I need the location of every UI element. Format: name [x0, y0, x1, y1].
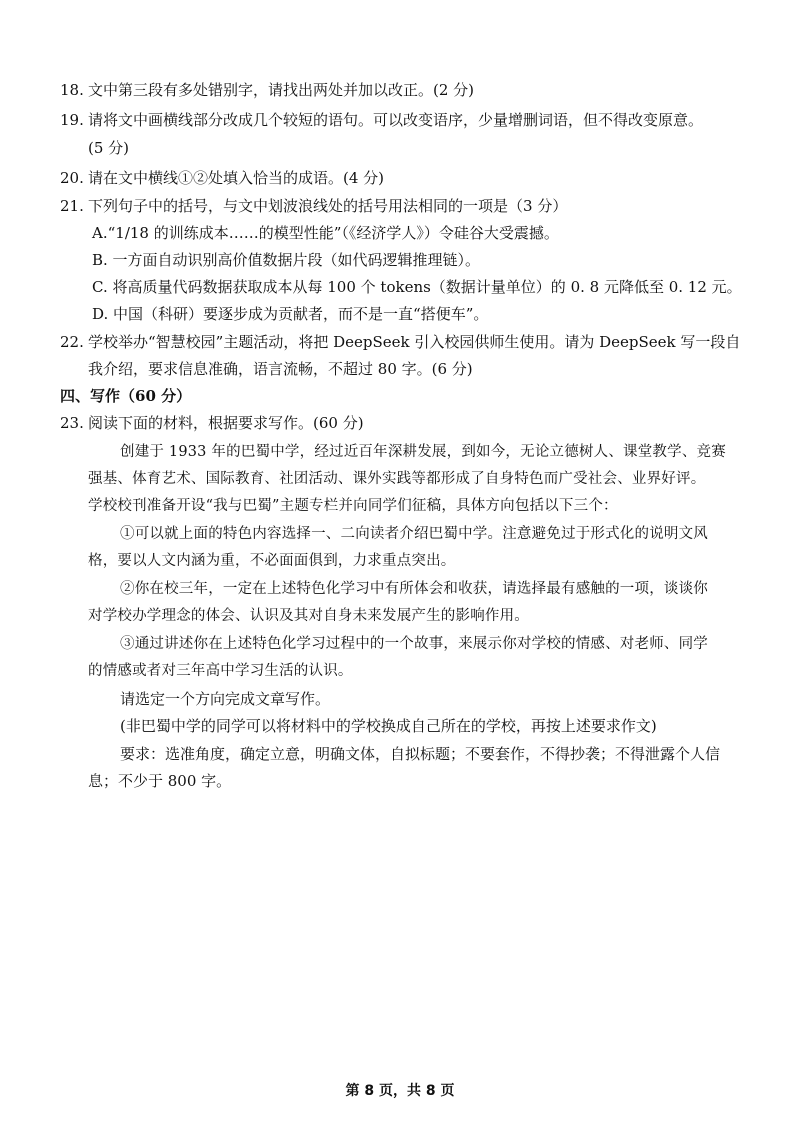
question-number: 18. [60, 81, 84, 99]
material-line: 创建于 1933 年的巴蜀中学，经过近百年深耕发展，到如今，无论立德树人、课堂教学、竞赛 [120, 444, 726, 460]
question-20 [60, 168, 384, 188]
question-23 [60, 413, 364, 433]
instruction-line: 请选定一个方向完成文章写作。 [120, 690, 331, 708]
instruction-line: 息；不少于 800 字。 [88, 772, 232, 790]
question-18 [60, 80, 474, 100]
material-line: ②你在校三年，一定在上述特色化学习中有所体会和收获，请选择最有感触的一项，谈谈你 [120, 581, 708, 597]
question-number: 21. [60, 197, 84, 215]
material-line: 的情感或者对三年高中学习生活的认识。 [88, 663, 353, 679]
question-19 [60, 110, 703, 130]
material-line: 格，要以人文内涵为重，不必面面俱到，力求重点突出。 [88, 553, 456, 569]
instruction-line: 要求：选准角度，确定立意，明确文体，自拟标题；不要套作，不得抄袭；不得泄露个人信 [120, 745, 721, 763]
question-text: 学校举办“智慧校园”主题活动，将把 DeepSeek 引入校园供师生使用。请为 DeepSeek 写一段自 [88, 333, 741, 351]
question-number: 23. [60, 414, 84, 432]
question-text: 下列句子中的括号，与文中划波浪线处的括号用法相同的一项是（3 分） [88, 197, 568, 215]
material-line: 强基、体育艺术、国际教育、社团活动、课外实践等都形成了自身特色而广受社会、业界好评。 [88, 471, 706, 487]
question-19-continued: (5 分) [88, 139, 130, 157]
option-a: A.“1/18 的训练成本……的模型性能”（《经济学人》）令硅谷大受震撼。 [92, 224, 559, 242]
question-22-continued: 我介绍，要求信息准确，语言流畅，不超过 80 字。(6 分) [88, 360, 473, 378]
question-number: 19. [60, 111, 84, 129]
material-line: 学校校刊准备开设“我与巴蜀”主题专栏并向同学们征稿，具体方向包括以下三个： [88, 498, 618, 514]
material-line: 对学校办学理念的体会、认识及其对自身未来发展产生的影响作用。 [88, 608, 529, 624]
question-number: 20. [60, 169, 84, 187]
question-text: 阅读下面的材料，根据要求写作。(60 分) [88, 414, 364, 432]
question-21 [60, 196, 567, 216]
instruction-line: (非巴蜀中学的同学可以将材料中的学校换成自己所在的学校，再按上述要求作文) [120, 717, 657, 735]
option-b: B. 一方面自动识别高价值数据片段（如代码逻辑推理链）。 [92, 251, 481, 269]
page-number: 第 8 页，共 8 页 [345, 1083, 455, 1099]
question-number: 22. [60, 333, 84, 351]
question-text: 文中第三段有多处错别字，请找出两处并加以改正。(2 分) [88, 81, 475, 99]
option-d: D. 中国（科研）要逐步成为贡献者，而不是一直“搭便车”。 [92, 305, 489, 323]
question-22 [60, 332, 740, 352]
section-title: 四、写作（60 分） [60, 387, 192, 405]
material-line: ①可以就上面的特色内容选择一、二向读者介绍巴蜀中学。注意避免过于形式化的说明文风 [120, 526, 708, 542]
question-text: 请将文中画横线部分改成几个较短的语句。可以改变语序，少量增删词语，但不得改变原意。 [88, 111, 704, 129]
option-c: C. 将高质量代码数据获取成本从每 100 个 tokens（数据计量单位）的 0. 8 元降低至 0. 12 元。 [92, 278, 742, 296]
question-text: 请在文中横线①②处填入恰当的成语。(4 分) [88, 169, 385, 187]
material-line: ③通过讲述你在上述特色化学习过程中的一个故事，来展示你对学校的情感、对老师、同学 [120, 636, 708, 652]
